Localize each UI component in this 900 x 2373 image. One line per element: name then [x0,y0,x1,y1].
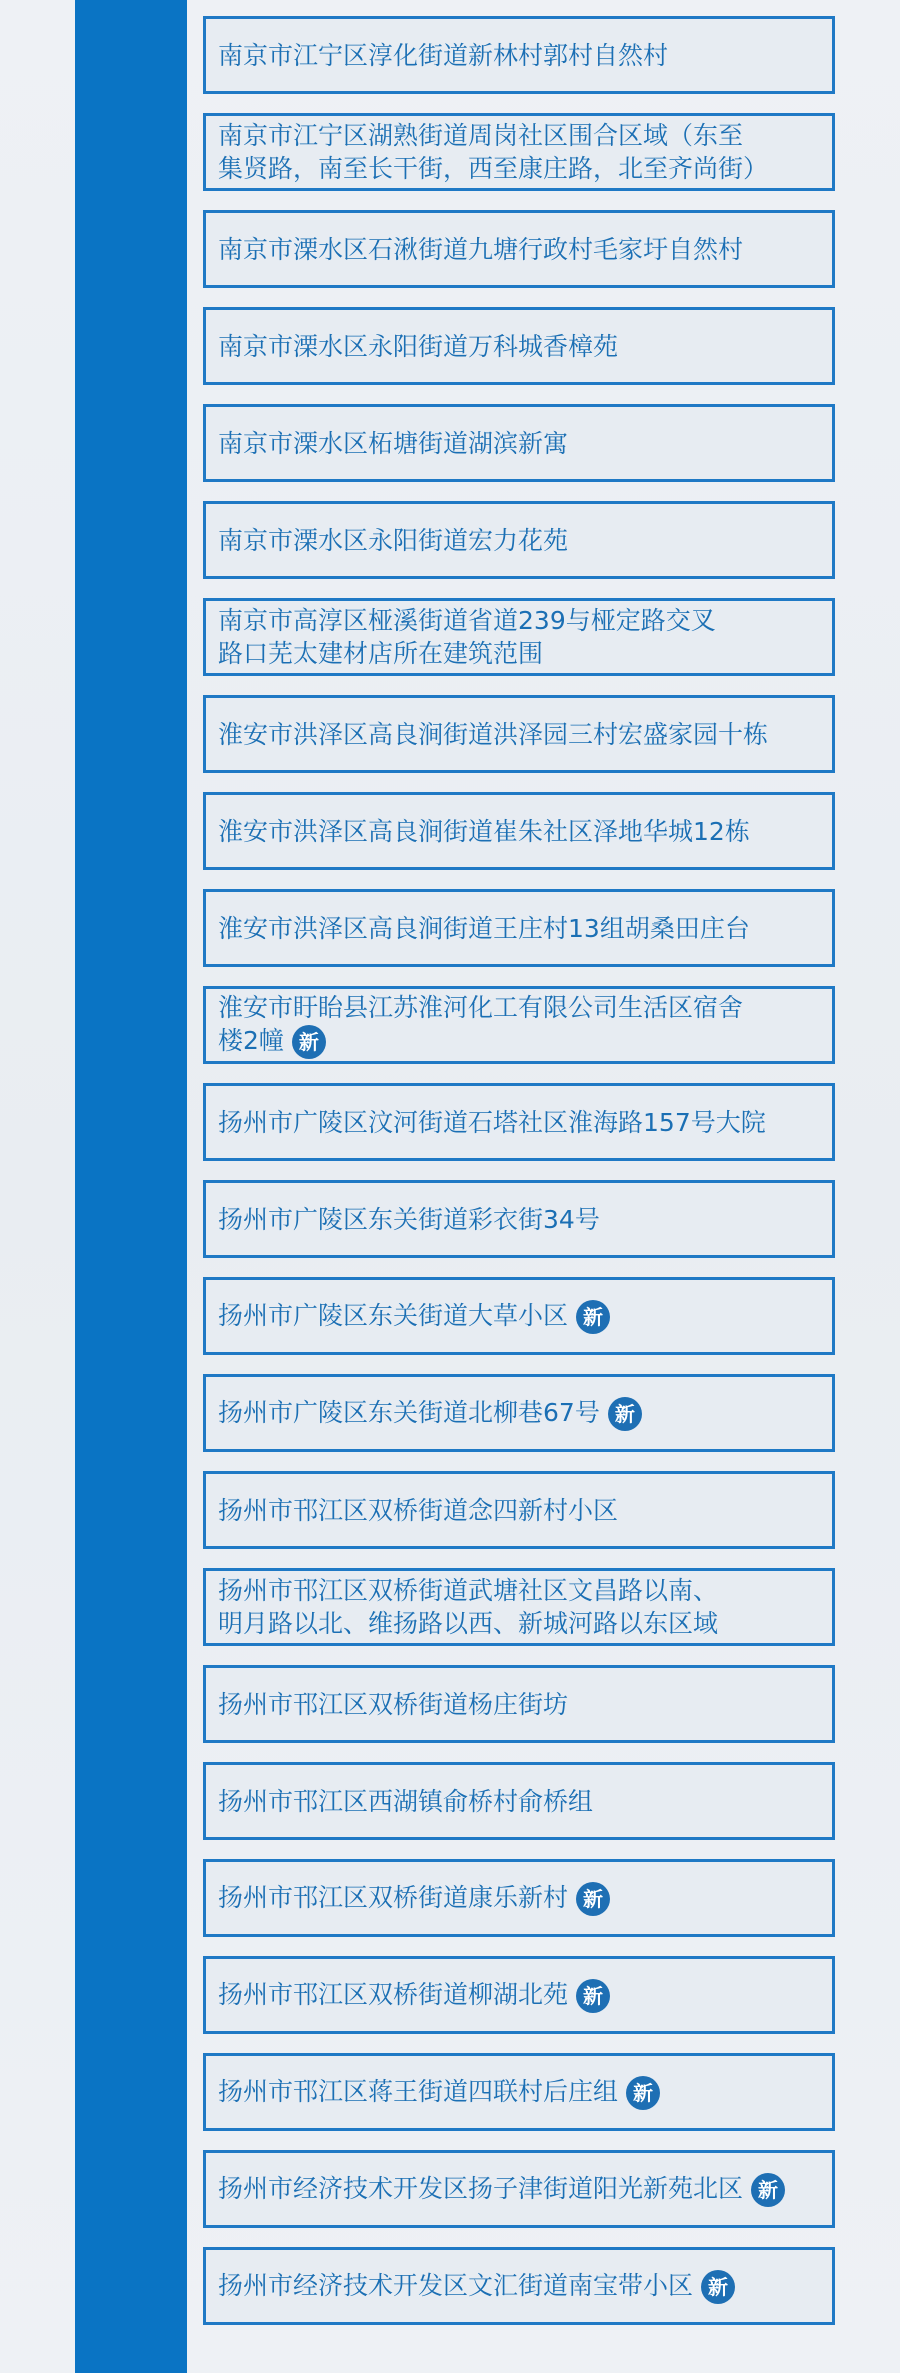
list-item-text [218,1203,600,1236]
list-item-text [218,604,716,670]
list-item-label: 扬州市邗江区双桥街道康乐新村 [218,1882,569,1912]
list-item-label: 南京市溧水区石湫街道九塘行政村毛家圩自然村 [218,234,744,264]
list-item-text [218,2075,660,2110]
list-item [203,210,835,288]
list-item-text [218,1396,642,1431]
list-item-label: 扬州市邗江区双桥街道武塘社区文昌路以南、 明月路以北、维扬路以西、新城河路以东区域 [218,1576,719,1638]
list-item [203,1859,835,1937]
new-badge: 新 [576,1882,610,1916]
list-item-label: 扬州市邗江区双桥街道念四新村小区 [218,1495,619,1525]
new-badge: 新 [576,1300,610,1334]
list-item-text [218,524,568,557]
list-item-label: 淮安市盱眙县江苏淮河化工有限公司生活区宿舍 楼2幢 [218,993,744,1055]
list-item-text [218,1978,610,2013]
list-item [203,986,835,1064]
list-item-label: 淮安市洪泽区高良涧街道王庄村13组胡桑田庄台 [218,913,750,943]
list-item-text [218,119,768,185]
list-item-text [218,1688,568,1721]
list-item-label: 扬州市经济技术开发区文汇街道南宝带小区 [218,2270,694,2300]
list-item-text [218,1574,718,1640]
list-item-text [218,1881,610,1916]
list-item [203,1665,835,1743]
list-item [203,598,835,676]
left-accent-bar [75,0,187,2373]
list-item-text [218,912,750,945]
list-item [203,1762,835,1840]
list-item-label: 扬州市邗江区双桥街道杨庄街坊 [218,1689,569,1719]
list-item-text [218,1106,766,1139]
list-item [203,16,835,94]
list-item-label: 南京市江宁区湖熟街道周岗社区围合区域（东至 集贤路，南至长干街，西至康庄路，北至齐尚街） [218,121,769,183]
list-item-text [218,330,618,363]
new-badge: 新 [751,2173,785,2207]
list-item-text [218,1494,618,1527]
list-item-label: 淮安市洪泽区高良涧街道崔朱社区泽地华城12栋 [218,816,750,846]
list-item [203,1956,835,2034]
list-item [203,1083,835,1161]
list-item [203,889,835,967]
list-item-label: 扬州市经济技术开发区扬子津街道阳光新苑北区 [218,2173,744,2203]
list-item [203,404,835,482]
new-badge: 新 [576,1979,610,2013]
list-item-text [218,427,568,460]
list-item-text [218,1785,593,1818]
list-item [203,2053,835,2131]
list-item-text [218,991,743,1059]
list-item [203,113,835,191]
list-item-label: 扬州市广陵区东关街道北柳巷67号 [218,1397,600,1427]
list-item-label: 扬州市广陵区汶河街道石塔社区淮海路157号大院 [218,1107,766,1137]
list-item-label: 扬州市邗江区蒋王街道四联村后庄组 [218,2076,619,2106]
list-item-label: 南京市高淳区桠溪街道省道239与桠定路交叉 路口芜太建材店所在建筑范围 [218,606,716,668]
list-item-text [218,2172,785,2207]
new-badge: 新 [626,2076,660,2110]
list-item [203,1568,835,1646]
new-badge: 新 [608,1397,642,1431]
list-item [203,307,835,385]
list-item-label: 南京市溧水区柘塘街道湖滨新寓 [218,428,569,458]
new-badge: 新 [701,2270,735,2304]
list-item-label: 南京市溧水区永阳街道宏力花苑 [218,525,569,555]
list-item [203,1277,835,1355]
list-item-label: 淮安市洪泽区高良涧街道洪泽园三村宏盛家园十栋 [218,719,769,749]
list-item [203,695,835,773]
list-item-text [218,815,750,848]
list-item [203,1374,835,1452]
list-item-label: 南京市江宁区淳化街道新林村郭村自然村 [218,40,669,70]
list-item [203,1180,835,1258]
new-badge: 新 [292,1025,326,1059]
area-list [203,16,835,2344]
list-item-text [218,39,668,72]
list-item-text [218,2269,735,2304]
list-item [203,501,835,579]
list-item-label: 扬州市广陵区东关街道大草小区 [218,1300,569,1330]
list-item-text [218,1299,610,1334]
list-item [203,2247,835,2325]
list-item [203,2150,835,2228]
list-item-text [218,718,768,751]
list-item-label: 南京市溧水区永阳街道万科城香樟苑 [218,331,619,361]
list-item [203,1471,835,1549]
list-item [203,792,835,870]
list-item-label: 扬州市邗江区双桥街道柳湖北苑 [218,1979,569,2009]
list-item-label: 扬州市邗江区西湖镇俞桥村俞桥组 [218,1786,594,1816]
list-item-text [218,233,743,266]
list-item-label: 扬州市广陵区东关街道彩衣街34号 [218,1204,600,1234]
